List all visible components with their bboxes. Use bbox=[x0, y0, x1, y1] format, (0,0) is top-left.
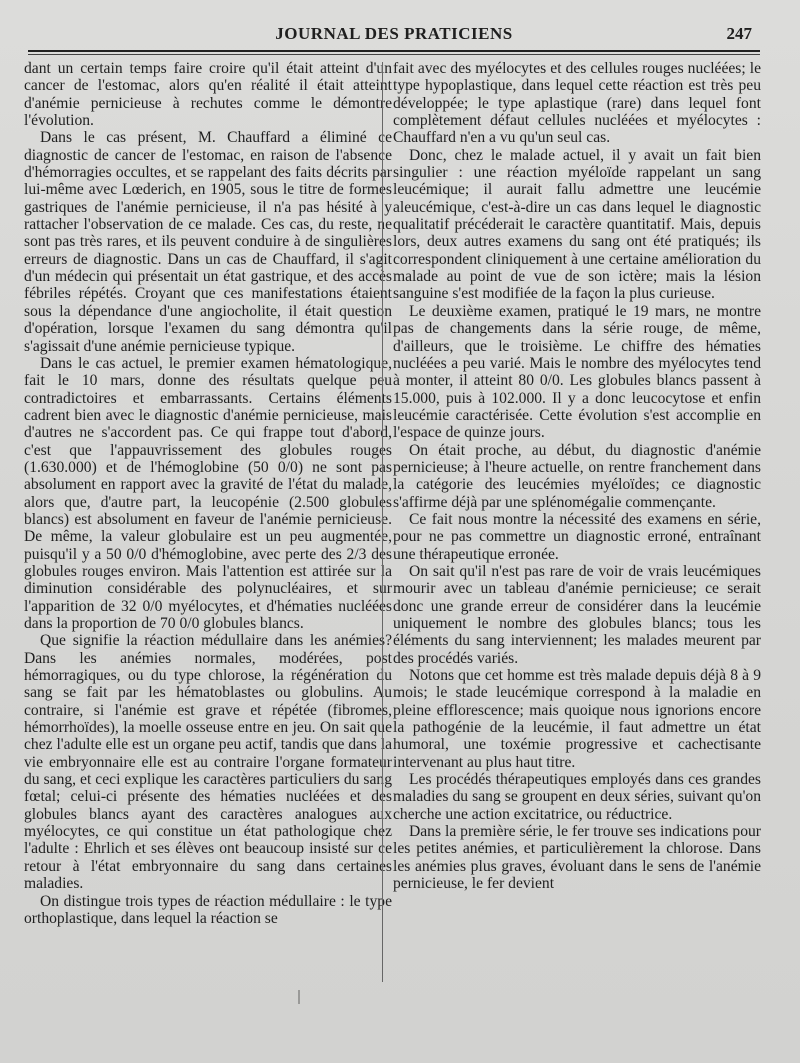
paragraph: On était proche, au début, du diagnostic d'anémie pernicieuse; à l'heure actuelle, on rentre franchement dans la catégorie des leucémies myéloïdes; ce diagnostic s'affirme déjà par une splénomégalie commençante. bbox=[393, 441, 761, 511]
left-column bbox=[24, 60, 392, 927]
paragraph: Ce fait nous montre la nécessité des examens en série, pour ne pas commettre un diagnostic erroné, entraînant une thérapeutique erronée. bbox=[393, 510, 761, 563]
paragraph: Dans le cas présent, M. Chauffard a éliminé ce diagnostic de cancer de l'estomac, en raison de l'absence d'hémorragies occultes, et se rappelant des faits décrits par lui-même avec Lœderich, en 1905, sous le titre de formes gastriques de l'anémie pernicieuse, il n'a pas hésité à y rattacher l'observation de ce malade. Ces cas, du reste, ne sont pas très rares, et ils peuvent conduire à de singulières erreurs de diagnostic. Dans un cas de Chauffard, il s'agit d'un médecin qui présentait un état gastrique, et des accès fébriles répétés. Croyant que ces manifestations étaient sous la dépendance d'une angiocholite, il était question d'opération, lorsque l'examen du sang démontra qu'il s'agissait d'une anémie pernicieuse typique. bbox=[24, 129, 392, 355]
page-number: 247 bbox=[726, 24, 752, 43]
paragraph: Le deuxième examen, pratiqué le 19 mars, ne montre pas de changements dans la série rouge, de même, d'ailleurs, que le troisième. Le chiffre des hématies nucléées a peu varié. Mais le nombre des myélocytes tend à monter, il atteint 80 0/0. Les globules blancs passent à 15.000, puis à 102.000. Il y a donc leucocytose et enfin leucémie caractérisée. Cette évolution s'est accomplie en l'espace de quinze jours. bbox=[393, 302, 761, 442]
paragraph: Notons que cet homme est très malade depuis déjà 8 à 9 mois; le stade leucémique correspond à la maladie en pleine efflorescence; mais quoique nous ignorions encore la pathogénie de la leucémie, il faut admettre un état humoral, une toxémie progressive et cachectisante intervenant au plus haut titre. bbox=[393, 667, 761, 771]
paragraph: Dans le cas actuel, le premier examen hématologique, fait le 10 mars, donne des résultats quelque peu contradictoires et embarrassants. Certains éléments cadrent bien avec le diagnostic d'anémie pernicieuse, mais d'autres ne s'accordent pas. Ce qui frappe tout d'abord, c'est que l'appauvrissement des globules rouges (1.630.000) et de l'hémoglobine (50 0/0) ne sont pas absolument en rapport avec la gravité de l'état du malade, alors que, d'autre part, la leucopénie (2.500 globules blancs) est absolument en faveur de l'anémie pernicieuse. De même, la valeur globulaire est un peu augmentée, puisqu'il y a 50 0/0 d'hémoglobine, avec perte des 2/3 des globules rouges environ. Mais l'attention est attirée sur la diminution considérable des polynucléaires, et sur l'apparition de 32 0/0 myélocytes, et d'hématies nucléées dans la proportion de 70 0/0 globules blancs. bbox=[24, 354, 392, 632]
running-header bbox=[28, 24, 760, 48]
paragraph: Donc, chez le malade actuel, il y avait un fait bien singulier : une réaction myéloïde rappelant un sang leucémique; il aurait fallu admettre une leucémie aleucémique, c'est-à-dire un cas dans lequel le diagnostic qualitatif précéderait le caractère quantitatif. Mais, depuis lors, deux autres examens du sang ont été pratiqués; ils correspondent cliniquement à une certaine amélioration du malade au point de vue de son ictère; mais la lésion sanguine s'est modifiée de la façon la plus curieuse. bbox=[393, 146, 761, 303]
paragraph: dant un certain temps faire croire qu'il était atteint d'un cancer de l'estomac, alors qu'en réalité il était atteint d'anémie pernicieuse à rechutes comme le démontre l'évolution. bbox=[24, 60, 392, 130]
paragraph: Que signifie la réaction médullaire dans les anémies? Dans les anémies normales, modérées, post hémorragiques, ou du type chlorose, la régénération du sang se fait par les hématoblastes ou globulins. Au contraire, si l'anémie est grave et répétée (fibromes, hémorrhoïdes), la moelle osseuse entre en jeu. On sait que chez l'adulte elle est un organe peu actif, tandis que dans la vie embryonnaire elle est au contraire l'organe formateur du sang, et ceci explique les caractères particuliers du sang fœtal; celui-ci présente des hématies nucléées et des globules blancs ayant des caractères analogues aux myélocytes, ce qui constitue un état pathologique chez l'adulte : Ehrlich et ses élèves ont beaucoup insisté sur ce retour à l'état embryonnaire du sang dans certaines maladies. bbox=[24, 632, 392, 893]
column-divider bbox=[382, 62, 383, 982]
header-rule bbox=[28, 50, 760, 55]
print-mark bbox=[298, 990, 300, 1004]
paragraph: Les procédés thérapeutiques employés dans ces grandes maladies du sang se groupent en deux séries, suivant qu'on cherche une action excitatrice, ou réductrice. bbox=[393, 771, 761, 823]
right-column bbox=[393, 60, 761, 893]
paragraph: On distingue trois types de réaction médullaire : le type orthoplastique, dans lequel la réaction se bbox=[24, 892, 392, 927]
journal-title: JOURNAL DES PRATICIENS bbox=[275, 24, 513, 43]
paragraph: On sait qu'il n'est pas rare de voir de vrais leucémiques mourir avec un tableau d'anémie pernicieuse; ce serait donc une grande erreur de considérer dans la leucémie uniquement le nombre des globules blancs; tous les éléments du sang interviennent; les malades meurent par des procédés variés. bbox=[393, 562, 761, 667]
paragraph: fait avec des myélocytes et des cellules rouges nucléées; le type hypoplastique, dans lequel cette réaction est très peu développée; le type aplastique (rare) dans lequel font complètement défaut cellules nucléées et myélocytes : Chauffard n'en a vu qu'un seul cas. bbox=[393, 60, 761, 147]
paragraph: Dans la première série, le fer trouve ses indications pour les petites anémies, et particulièrement la chlorose. Dans les anémies plus graves, évoluant dans le sens de l'anémie pernicieuse, le fer devient bbox=[393, 823, 761, 893]
